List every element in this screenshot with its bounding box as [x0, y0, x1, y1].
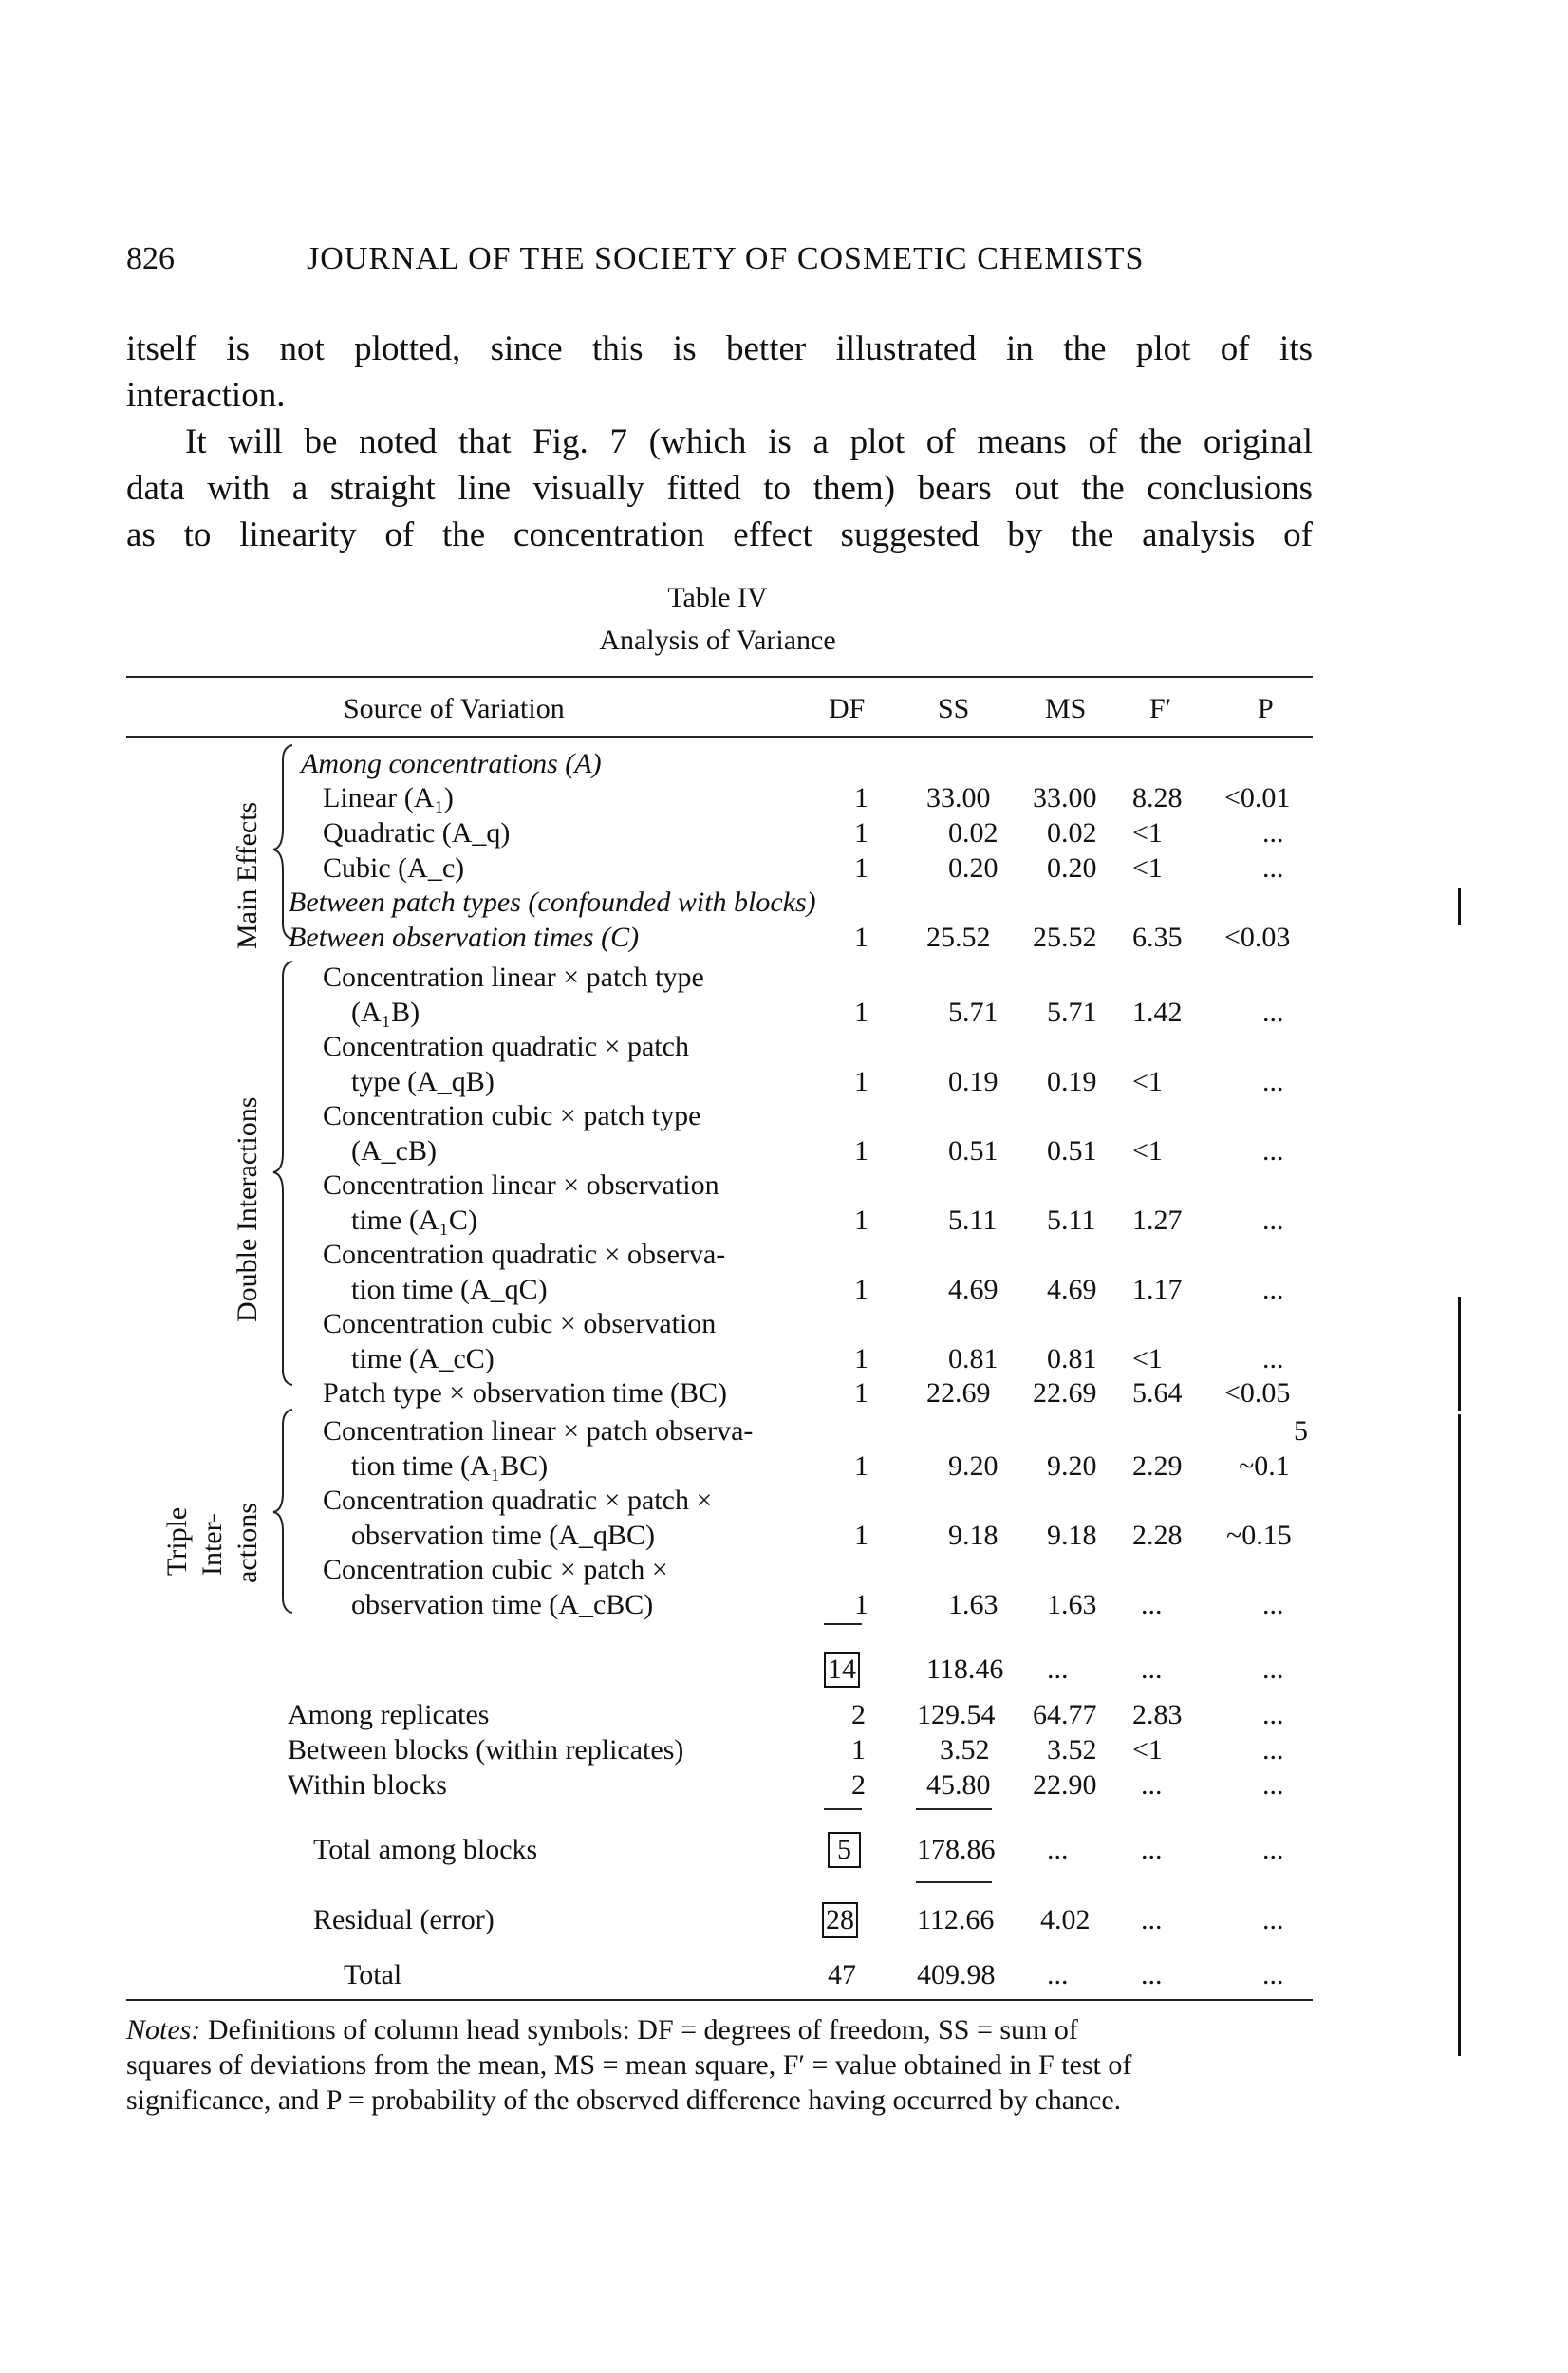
double-row-4-p: ...: [1262, 1274, 1284, 1305]
double-row-4-df: 1: [854, 1274, 868, 1305]
total-label: Total: [344, 1959, 402, 1990]
rep-row-0-ms: 64.77: [1033, 1699, 1097, 1730]
rep-sum-rule-df: [824, 1808, 862, 1810]
rep-row-0-df: 2: [851, 1699, 866, 1730]
rep-row-1-df: 1: [851, 1734, 866, 1766]
double-row-4-ms: 4.69: [1047, 1274, 1097, 1305]
total-f: ...: [1141, 1959, 1163, 1990]
double-row-1-ms: 0.19: [1047, 1066, 1097, 1097]
main-row-3-p: ...: [1262, 852, 1284, 884]
margin-mark: [1458, 888, 1461, 925]
main-row-1-p: <0.01: [1224, 782, 1291, 813]
subtotal-f: ...: [1141, 1654, 1163, 1685]
triple-row-0-p: ~0.1: [1239, 1450, 1290, 1482]
main-row-2-p: ...: [1262, 817, 1284, 849]
double-row-1-l2: type (A_qB): [351, 1066, 495, 1097]
main-row-3-df: 1: [854, 852, 868, 884]
group-main-effects: Main Effects: [232, 801, 263, 949]
notes-line-1: [126, 2012, 1313, 2047]
residual-f: ...: [1141, 1904, 1163, 1935]
double-row-2-ss: 0.51: [948, 1135, 999, 1167]
double-row-4-f: 1.17: [1132, 1274, 1183, 1305]
double-row-0-p: ...: [1262, 997, 1284, 1028]
triple-row-0-df: 1: [854, 1450, 868, 1482]
double-row-5-ss: 0.81: [948, 1343, 999, 1374]
total-blocks-label: Total among blocks: [313, 1834, 538, 1865]
triple-row-2-f: ...: [1141, 1589, 1163, 1620]
double-row-1-df: 1: [854, 1066, 868, 1097]
col-p: P: [1258, 693, 1274, 724]
double-row-5-f: <1: [1132, 1343, 1163, 1374]
double-row-1-ss: 0.19: [948, 1066, 999, 1097]
header-bottom-rule: [126, 736, 1313, 738]
main-row-1-label: Linear (A₁): [323, 782, 454, 813]
notes-label: Notes:: [126, 2014, 201, 2046]
subtotal-ss: 118.46: [926, 1654, 1004, 1685]
col-df: DF: [829, 693, 866, 724]
main-row-3-f: <1: [1132, 852, 1163, 884]
body-line-3: It will be noted that Fig. 7 (which is a plot of means of the original: [185, 422, 1313, 461]
rep-row-2-label: Within blocks: [288, 1769, 447, 1801]
double-row-4-l1: Concentration quadratic × observa-: [323, 1239, 726, 1270]
main-row-5-df: 1: [854, 922, 868, 953]
double-row-4-ss: 4.69: [948, 1274, 999, 1305]
rep-row-1-ss: 3.52: [940, 1734, 990, 1766]
notes-line-3: significance, and P = probability of the observed difference having occurred by chance.: [126, 2084, 1122, 2116]
main-row-3-ms: 0.20: [1047, 852, 1097, 884]
group-triple-2: Inter-: [196, 1512, 228, 1576]
triple-row-0-p1: 5: [1294, 1415, 1308, 1447]
rep-row-1-ms: 3.52: [1047, 1734, 1097, 1766]
notes-line-1-text: Definitions of column head symbols: DF = degrees of freedom, SS = sum of: [207, 2014, 1078, 2046]
double-row-2-f: <1: [1132, 1135, 1163, 1167]
double-row-0-f: 1.42: [1132, 997, 1183, 1028]
double-row-4-l2: tion time (A_qC): [351, 1274, 548, 1305]
triple-row-1-f: 2.28: [1132, 1520, 1183, 1551]
col-source: Source of Variation: [344, 693, 565, 724]
double-row-0-l2: (A₁B): [351, 997, 420, 1028]
double-row-2-df: 1: [854, 1135, 868, 1167]
triple-row-0-ms: 9.20: [1047, 1450, 1097, 1482]
double-row-6-l1: Patch type × observation time (BC): [323, 1377, 728, 1409]
rep-row-1-p: ...: [1262, 1734, 1284, 1766]
main-row-5-f: 6.35: [1132, 922, 1183, 953]
double-row-2-l2: (A_cB): [351, 1135, 437, 1167]
main-row-5-ms: 25.52: [1033, 922, 1097, 953]
double-row-3-p: ...: [1262, 1205, 1284, 1236]
main-row-1-ss: 33.00: [926, 782, 991, 813]
total-blocks-df: 5: [828, 1832, 861, 1868]
triple-row-2-df: 1: [854, 1589, 868, 1620]
main-row-5-ss: 25.52: [926, 922, 991, 953]
residual-ss: 112.66: [917, 1904, 995, 1935]
rep-row-1-f: <1: [1132, 1734, 1163, 1766]
col-f: F′: [1149, 693, 1172, 724]
triple-row-2-ms: 1.63: [1047, 1589, 1097, 1620]
double-row-3-f: 1.27: [1132, 1205, 1183, 1236]
subtotal-df: 14: [824, 1652, 860, 1688]
rep-sum-rule-ss: [916, 1808, 992, 1810]
body-line-2: interaction.: [126, 376, 286, 415]
double-row-0-l1: Concentration linear × patch type: [323, 962, 704, 993]
double-row-5-p: ...: [1262, 1343, 1284, 1374]
double-row-3-df: 1: [854, 1205, 868, 1236]
double-row-1-p: ...: [1262, 1066, 1284, 1097]
table-bottom-rule: [126, 1999, 1313, 2001]
triple-row-0-l1: Concentration linear × patch observa-: [323, 1415, 754, 1447]
double-row-6-df: 1: [854, 1377, 868, 1409]
rep-row-0-ss: 129.54: [917, 1699, 996, 1730]
double-row-3-l2: time (A₁C): [351, 1205, 477, 1236]
subtotal-ms: ...: [1047, 1654, 1069, 1685]
double-row-0-df: 1: [854, 997, 868, 1028]
main-row-2-ms: 0.02: [1047, 817, 1097, 849]
double-row-6-ms: 22.69: [1033, 1377, 1097, 1409]
double-row-0-ss: 5.71: [948, 997, 999, 1028]
triple-row-1-df: 1: [854, 1520, 868, 1551]
triple-row-1-ss: 9.18: [948, 1520, 999, 1551]
double-row-1-f: <1: [1132, 1066, 1163, 1097]
body-line-5: as to linearity of the concentration effect suggested by the analysis of: [126, 515, 1313, 554]
rep-row-2-ms: 22.90: [1033, 1769, 1097, 1801]
triple-row-1-ms: 9.18: [1047, 1520, 1097, 1551]
rep-row-2-p: ...: [1262, 1769, 1284, 1801]
double-row-3-ms: 5.11: [1047, 1205, 1096, 1236]
triple-row-1-p: ~0.15: [1226, 1520, 1292, 1551]
rep-row-2-ss: 45.80: [926, 1769, 991, 1801]
main-row-4-label: Between patch types (confounded with blocks): [289, 887, 816, 918]
total-p: ...: [1262, 1959, 1284, 1990]
main-row-2-label: Quadratic (A_q): [323, 817, 511, 849]
double-row-6-f: 5.64: [1132, 1377, 1183, 1409]
rep-row-1-label: Between blocks (within replicates): [288, 1734, 684, 1766]
double-row-0-ms: 5.71: [1047, 997, 1097, 1028]
main-row-2-df: 1: [854, 817, 868, 849]
double-row-2-ms: 0.51: [1047, 1135, 1097, 1167]
group-triple-1: Triple: [161, 1506, 193, 1576]
rep-row-0-f: 2.83: [1132, 1699, 1183, 1730]
double-row-6-ss: 22.69: [926, 1377, 991, 1409]
page-number: 826: [126, 241, 175, 276]
main-row-2-ss: 0.02: [948, 817, 999, 849]
body-line-4: data with a straight line visually fitted to them) bears out the conclusions: [126, 469, 1313, 508]
rep-row-2-df: 2: [851, 1769, 866, 1801]
triple-row-0-l2: tion time (A₁BC): [351, 1450, 549, 1482]
double-row-5-l2: time (A_cC): [351, 1343, 495, 1374]
main-row-2-f: <1: [1132, 817, 1163, 849]
table-top-rule: [126, 676, 1313, 678]
rep-row-0-label: Among replicates: [288, 1699, 490, 1730]
double-row-3-l1: Concentration linear × observation: [323, 1169, 719, 1201]
main-row-3-ss: 0.20: [948, 852, 999, 884]
col-ss: SS: [938, 693, 970, 724]
double-row-5-df: 1: [854, 1343, 868, 1374]
rep-row-2-f: ...: [1141, 1769, 1163, 1801]
subtotal-rule: [824, 1623, 862, 1625]
main-row-1-ms: 33.00: [1033, 782, 1097, 813]
notes-line-2: squares of deviations from the mean, MS = mean square, F′ = value obtained in F test of: [126, 2049, 1132, 2081]
residual-df: 28: [822, 1902, 858, 1938]
triple-row-1-l2: observation time (A_qBC): [351, 1520, 655, 1551]
residual-rule-ss: [916, 1881, 992, 1883]
total-df: 47: [828, 1959, 856, 1990]
col-ms: MS: [1045, 693, 1087, 724]
double-row-2-p: ...: [1262, 1135, 1284, 1167]
double-row-3-ss: 5.11: [948, 1205, 998, 1236]
margin-mark: [1458, 1414, 1461, 2056]
table-title: Analysis of Variance: [599, 625, 836, 656]
group-double-interactions: Double Interactions: [232, 1096, 263, 1322]
total-blocks-p: ...: [1262, 1834, 1284, 1865]
journal-title: JOURNAL OF THE SOCIETY OF COSMETIC CHEMISTS: [307, 241, 1145, 276]
rep-row-0-p: ...: [1262, 1699, 1284, 1730]
group-braces: [266, 743, 304, 1635]
main-row-3-label: Cubic (A_c): [323, 852, 465, 884]
total-ms: ...: [1047, 1959, 1069, 1990]
double-row-5-ms: 0.81: [1047, 1343, 1097, 1374]
total-blocks-f: ...: [1141, 1834, 1163, 1865]
triple-row-0-ss: 9.20: [948, 1450, 999, 1482]
residual-p: ...: [1262, 1904, 1284, 1935]
body-line-1: itself is not plotted, since this is better illustrated in the plot of its: [126, 329, 1313, 368]
double-row-5-l1: Concentration cubic × observation: [323, 1308, 717, 1339]
total-blocks-ms: ...: [1047, 1834, 1069, 1865]
double-row-6-p: <0.05: [1224, 1377, 1291, 1409]
main-row-5-p: <0.03: [1224, 922, 1291, 953]
main-row-1-df: 1: [854, 782, 868, 813]
group-triple-3: actions: [232, 1503, 263, 1583]
triple-row-1-l1: Concentration quadratic × patch ×: [323, 1485, 713, 1516]
main-row-0-label: Among concentrations (A): [301, 748, 602, 779]
triple-row-2-p: ...: [1262, 1589, 1284, 1620]
subtotal-p: ...: [1262, 1654, 1284, 1685]
main-row-5-label: Between observation times (C): [289, 922, 640, 953]
double-row-2-l1: Concentration cubic × patch type: [323, 1100, 701, 1131]
double-row-1-l1: Concentration quadratic × patch: [323, 1031, 689, 1062]
margin-mark: [1458, 1297, 1461, 1411]
total-blocks-ss: 178.86: [917, 1834, 996, 1865]
triple-row-2-ss: 1.63: [948, 1589, 999, 1620]
triple-row-0-f: 2.29: [1132, 1450, 1183, 1482]
residual-label: Residual (error): [313, 1904, 495, 1935]
residual-ms: 4.02: [1040, 1904, 1091, 1935]
triple-row-2-l1: Concentration cubic × patch ×: [323, 1554, 668, 1585]
table-number: Table IV: [667, 582, 768, 613]
total-ss: 409.98: [917, 1959, 996, 1990]
triple-row-2-l2: observation time (A_cBC): [351, 1589, 654, 1620]
main-row-1-f: 8.28: [1132, 782, 1183, 813]
